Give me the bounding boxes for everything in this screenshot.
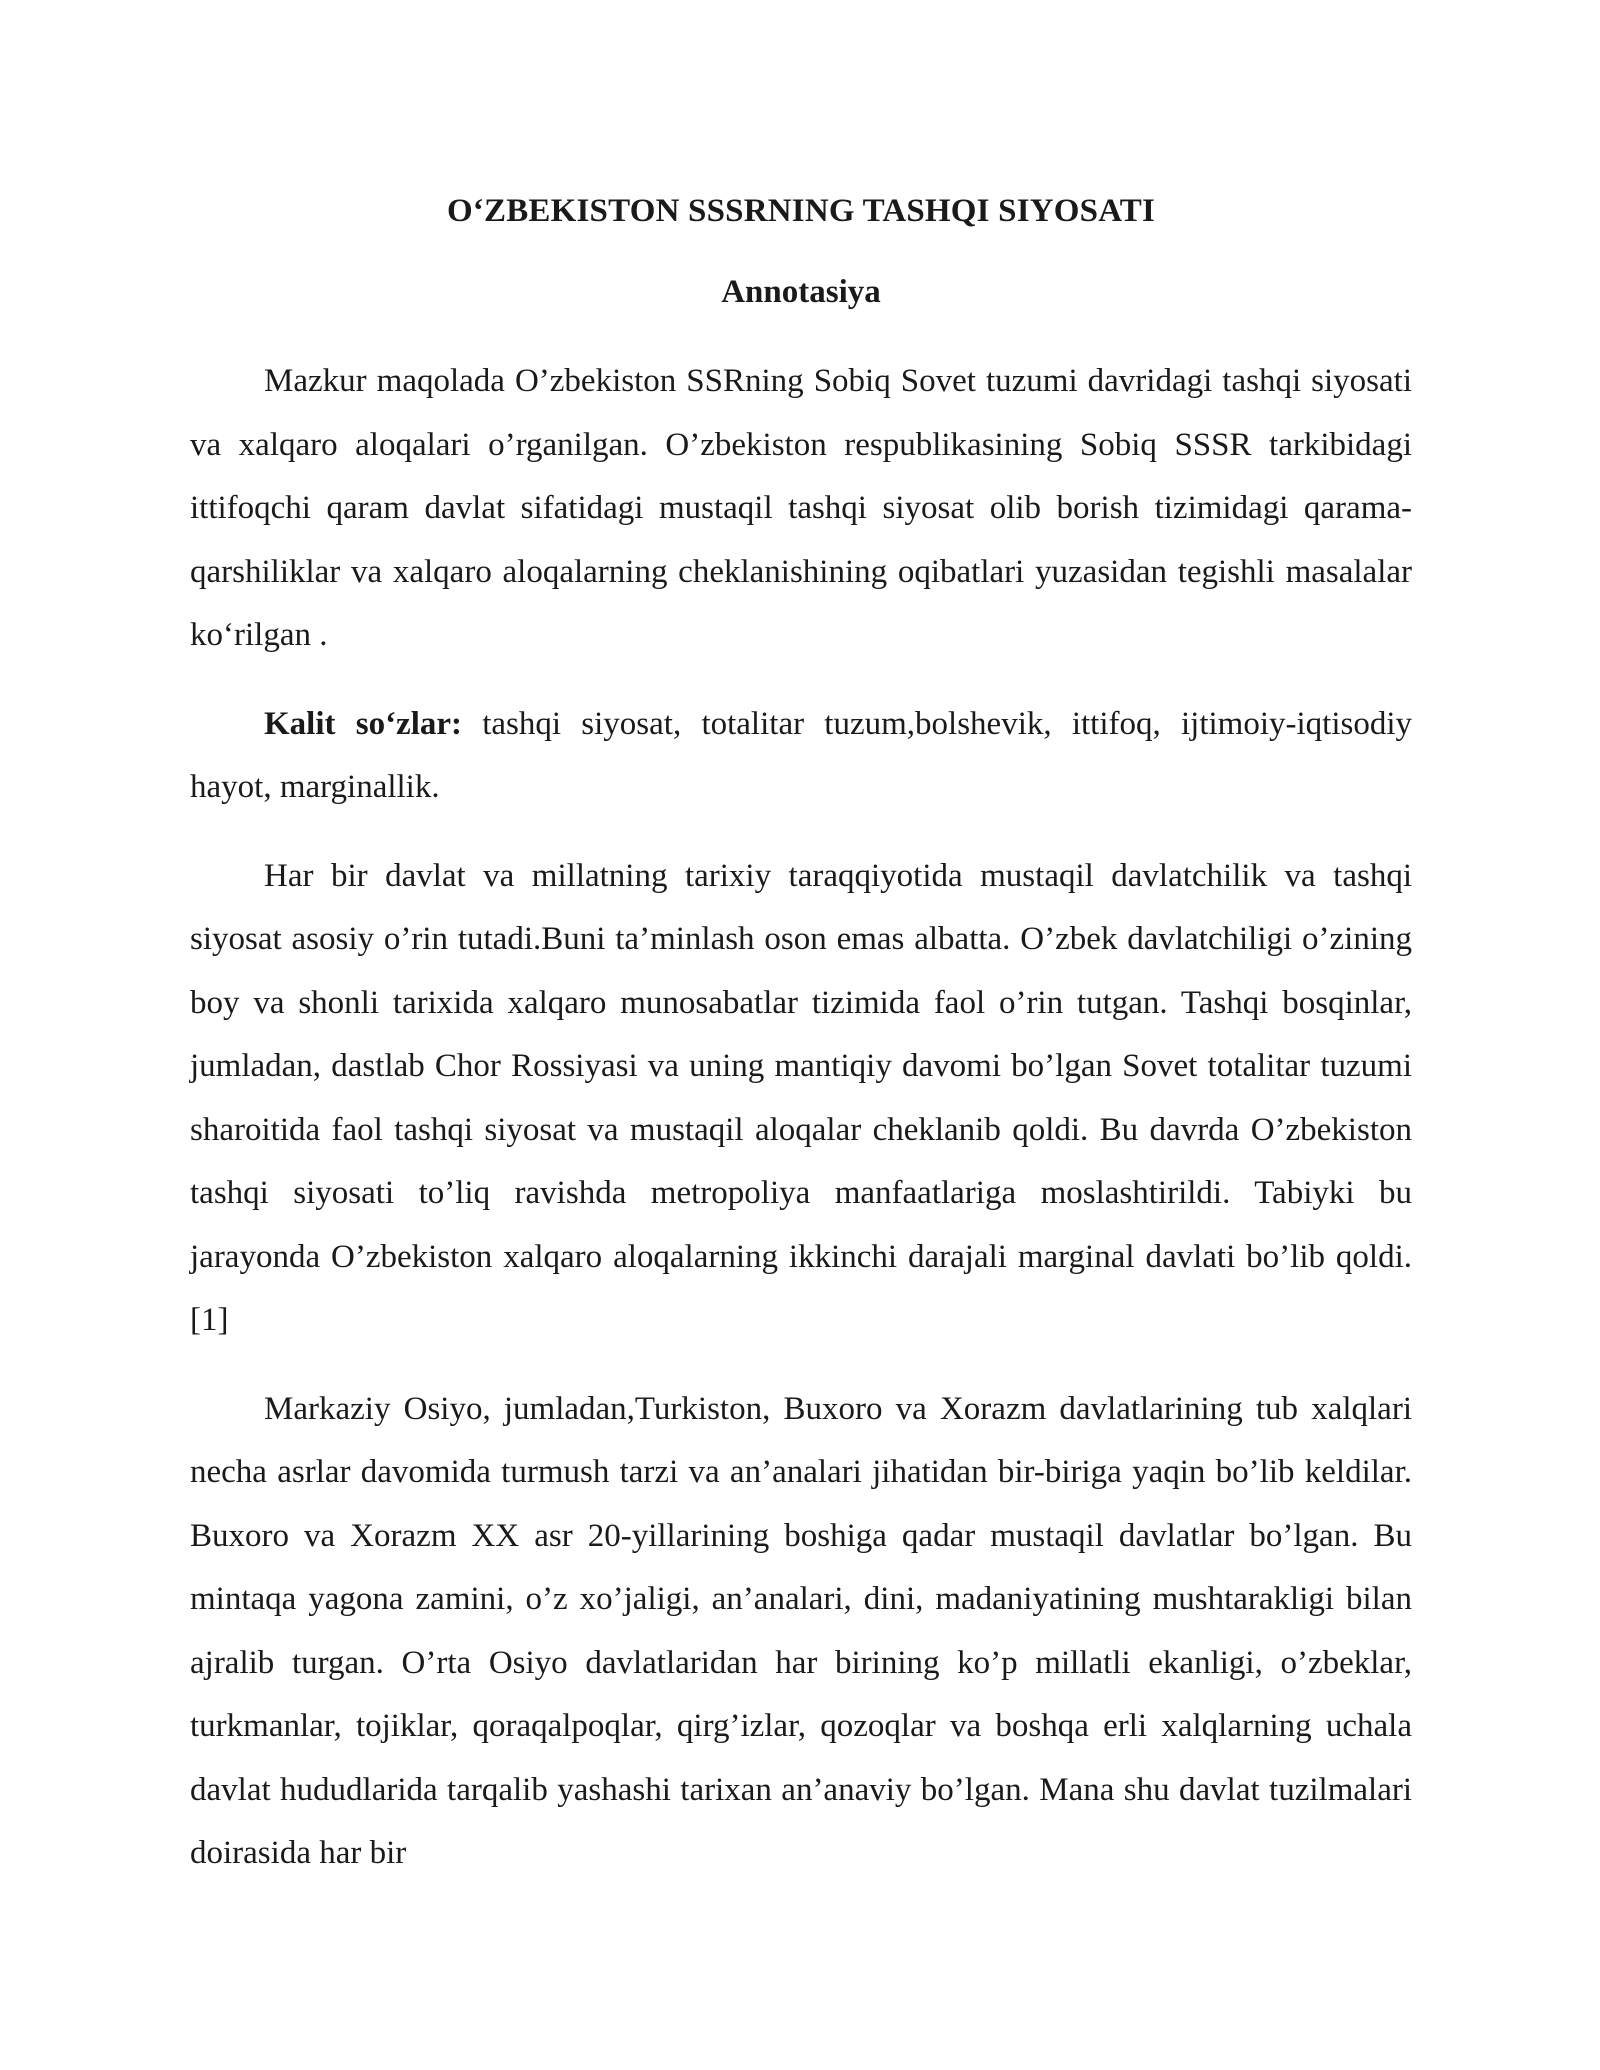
body-paragraph: Markaziy Osiyo, jumladan,Turkiston, Buxoro va Xorazm davlatlarining tub xalqlari necha asrlar davomida turmush tarzi va an’analari jihatidan bir-biriga yaqin bo’lib keldilar. Buxoro va Xorazm XX asr 20-yillarining boshiga qadar mustaqil davlatlar bo’lgan. Bu mintaqa yagona zamini, o’z xo’jaligi, an’analari, dini, madaniyatining mushtarakligi bilan ajralib turgan. O’rta Osiyo davlatlaridan har birining ko’p millatli ekanligi, o’zbeklar, turkmanlar, tojiklar, qoraqalpoqlar, qirg’izlar, qozoqlar va boshqa erli xalqlarning uchala davlat hududlarida tarqalib yashashi tarixan an’anaviy bo’lgan. Mana shu davlat tuzilmalari doirasida har bir bbox=[190, 1390, 1412, 1871]
keywords-paragraph bbox=[190, 693, 1412, 820]
keywords-label: Kalit so‘zlar: bbox=[264, 705, 463, 742]
keywords-text: tashqi siyosat, totalitar tuzum,bolshevik, ittifoq, ijtimoiy-iqtisodiy hayot, marginallik. bbox=[190, 705, 1413, 805]
abstract-paragraph: Mazkur maqolada O’zbekiston SSRning Sobiq Sovet tuzumi davridagi tashqi siyosati va xalqaro aloqalari o’rganilgan. O’zbekiston respublikasining Sobiq SSSR tarkibidagi ittifoqchi qaram davlat sifatidagi mustaqil tashqi siyosat olib borish tizimidagi qarama-qarshiliklar va xalqaro aloqalarning cheklanishining oqibatlari yuzasidan tegishli masalalar ko‘rilgan . bbox=[190, 363, 1412, 653]
abstract-heading: Annotasiya bbox=[721, 274, 881, 310]
document-title: O‘ZBEKISTON SSSRNING TASHQI SIYOSATI bbox=[446, 193, 1156, 229]
document-page bbox=[190, 187, 1412, 1886]
body-paragraph: Har bir davlat va millatning tarixiy taraqqiyotida mustaqil davlatchilik va tashqi siyosat asosiy o’rin tutadi.Buni ta’minlash oson emas albatta. O’zbek davlatchiligi o’zining boy va shonli tarixida xalqaro munosabatlar tizimida faol o’rin tutgan. Tashqi bosqinlar, jumladan, dastlab Chor Rossiyasi va uning mantiqiy davomi bo’lgan Sovet totalitar tuzumi sharoitida faol tashqi siyosat va mustaqil aloqalar cheklanib qoldi. Bu davrda O’zbekiston tashqi siyosati to’liq ravishda metropoliya manfaatlariga moslashtirildi. Tabiyki bu jarayonda O’zbekiston xalqaro aloqalarning ikkinchi darajali marginal davlati bo’lib qoldi.[1] bbox=[190, 857, 1412, 1338]
